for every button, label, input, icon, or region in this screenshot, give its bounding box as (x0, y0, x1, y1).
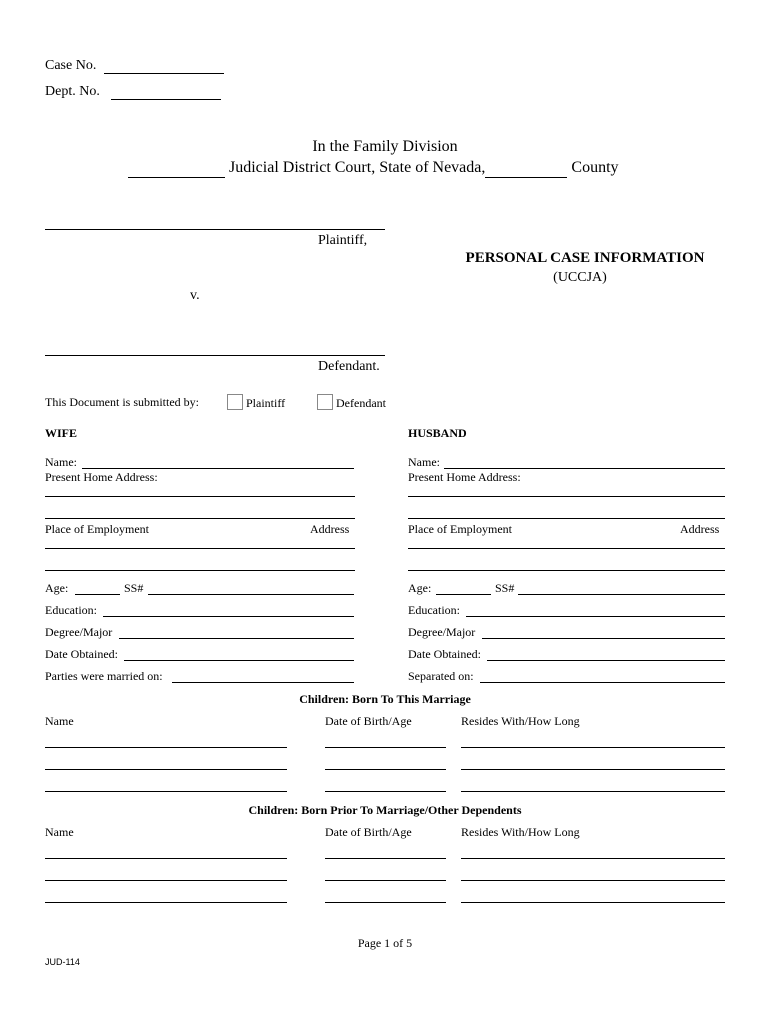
child-prior-resides-line[interactable] (461, 902, 725, 903)
plaintiff-name-line[interactable] (45, 229, 385, 230)
wife-degree-field[interactable] (119, 624, 354, 639)
children-prior-col-dob: Date of Birth/Age (325, 825, 412, 839)
husband-degree-label: Degree/Major (408, 625, 476, 639)
dept-no-field[interactable] (111, 85, 221, 100)
child-prior-name-line[interactable] (45, 880, 287, 881)
husband-name-field[interactable] (444, 454, 725, 469)
child-marriage-dob-line[interactable] (325, 769, 446, 770)
child-marriage-name-line[interactable] (45, 791, 287, 792)
submitted-defendant-option[interactable] (317, 394, 386, 411)
husband-ss-field[interactable] (518, 580, 725, 595)
child-prior-name-line[interactable] (45, 902, 287, 903)
child-prior-resides-line[interactable] (461, 858, 725, 859)
plaintiff-checkbox[interactable] (227, 394, 243, 410)
wife-employment-line-1[interactable] (45, 548, 355, 549)
children-marriage-col-dob: Date of Birth/Age (325, 714, 412, 728)
defendant-name-line[interactable] (45, 355, 385, 356)
case-no-row (45, 58, 224, 74)
husband-employment-address-label: Address (680, 522, 720, 536)
child-marriage-resides-line[interactable] (461, 747, 725, 748)
case-no-field[interactable] (104, 59, 224, 74)
child-marriage-dob-line[interactable] (325, 791, 446, 792)
dept-no-row (45, 84, 221, 100)
case-no-label: Case No. (45, 58, 97, 73)
child-marriage-resides-line[interactable] (461, 791, 725, 792)
husband-heading: HUSBAND (408, 426, 467, 440)
husband-age-field[interactable] (436, 580, 491, 595)
husband-age-label: Age: (408, 581, 432, 595)
wife-employment-line-2[interactable] (45, 570, 355, 571)
wife-ss-field[interactable] (148, 580, 354, 595)
form-subtitle: (UCCJA) (553, 270, 607, 285)
dept-no-label: Dept. No. (45, 84, 100, 99)
form-id: JUD-114 (45, 957, 80, 967)
court-name: Judicial District Court, State of Nevada, (229, 159, 486, 176)
husband-employment-line-2[interactable] (408, 570, 725, 571)
children-prior-col-name: Name (45, 825, 74, 839)
wife-employment-address-label: Address (310, 522, 350, 536)
wife-heading: WIFE (45, 426, 78, 440)
wife-address-line-2[interactable] (45, 518, 355, 519)
separated-on-label: Separated on: (408, 669, 474, 683)
husband-address-label: Present Home Address: (408, 470, 521, 484)
wife-age-field[interactable] (75, 580, 120, 595)
husband-address-line-1[interactable] (408, 496, 725, 497)
wife-ss-label: SS# (124, 581, 144, 595)
wife-age-label: Age: (45, 581, 69, 595)
child-prior-resides-line[interactable] (461, 880, 725, 881)
plaintiff-label: Plaintiff, (318, 233, 368, 248)
defendant-label: Defendant. (318, 359, 380, 374)
wife-education-label: Education: (45, 603, 97, 617)
defendant-checkbox[interactable] (317, 394, 333, 410)
child-prior-dob-line[interactable] (325, 902, 446, 903)
children-marriage-col-name: Name (45, 714, 74, 728)
children-prior-col-resides: Resides With/How Long (461, 825, 580, 839)
wife-degree-label: Degree/Major (45, 625, 113, 639)
husband-education-field[interactable] (466, 602, 725, 617)
county-field[interactable] (485, 161, 567, 178)
plaintiff-option-label: Plaintiff (246, 396, 286, 410)
submitted-plaintiff-option[interactable] (227, 394, 285, 411)
husband-date-obtained-field[interactable] (487, 646, 725, 661)
defendant-option-label: Defendant (336, 396, 386, 410)
wife-name-label: Name: (45, 455, 77, 469)
husband-address-line-2[interactable] (408, 518, 725, 519)
husband-ss-label: SS# (495, 581, 515, 595)
page-number: Page 1 of 5 (357, 936, 413, 950)
husband-degree-field[interactable] (482, 624, 725, 639)
wife-date-obtained-field[interactable] (124, 646, 354, 661)
married-on-field[interactable] (172, 668, 354, 683)
child-marriage-dob-line[interactable] (325, 747, 446, 748)
child-prior-name-line[interactable] (45, 858, 287, 859)
court-line (128, 159, 619, 178)
husband-employment-label: Place of Employment (408, 522, 512, 536)
wife-date-obtained-label: Date Obtained: (45, 647, 118, 661)
submitted-by-label: This Document is submitted by: (45, 395, 199, 409)
wife-address-line-1[interactable] (45, 496, 355, 497)
form-title: PERSONAL CASE INFORMATION (465, 250, 705, 266)
children-marriage-col-resides: Resides With/How Long (461, 714, 580, 728)
husband-name-label: Name: (408, 455, 440, 469)
married-on-label: Parties were married on: (45, 669, 163, 683)
district-number-field[interactable] (128, 161, 225, 178)
county-label: County (571, 159, 619, 176)
husband-date-obtained-label: Date Obtained: (408, 647, 481, 661)
wife-education-field[interactable] (103, 602, 354, 617)
child-marriage-resides-line[interactable] (461, 769, 725, 770)
husband-education-label: Education: (408, 603, 460, 617)
court-division: In the Family Division (312, 138, 458, 155)
wife-name-field[interactable] (82, 454, 354, 469)
husband-employment-line-1[interactable] (408, 548, 725, 549)
versus-label: v. (190, 288, 200, 303)
children-marriage-heading: Children: Born To This Marriage (299, 692, 471, 706)
wife-employment-label: Place of Employment (45, 522, 149, 536)
separated-on-field[interactable] (480, 668, 725, 683)
child-marriage-name-line[interactable] (45, 747, 287, 748)
child-prior-dob-line[interactable] (325, 880, 446, 881)
child-marriage-name-line[interactable] (45, 769, 287, 770)
children-prior-heading: Children: Born Prior To Marriage/Other Dependents (248, 803, 522, 817)
child-prior-dob-line[interactable] (325, 858, 446, 859)
wife-address-label: Present Home Address: (45, 470, 158, 484)
